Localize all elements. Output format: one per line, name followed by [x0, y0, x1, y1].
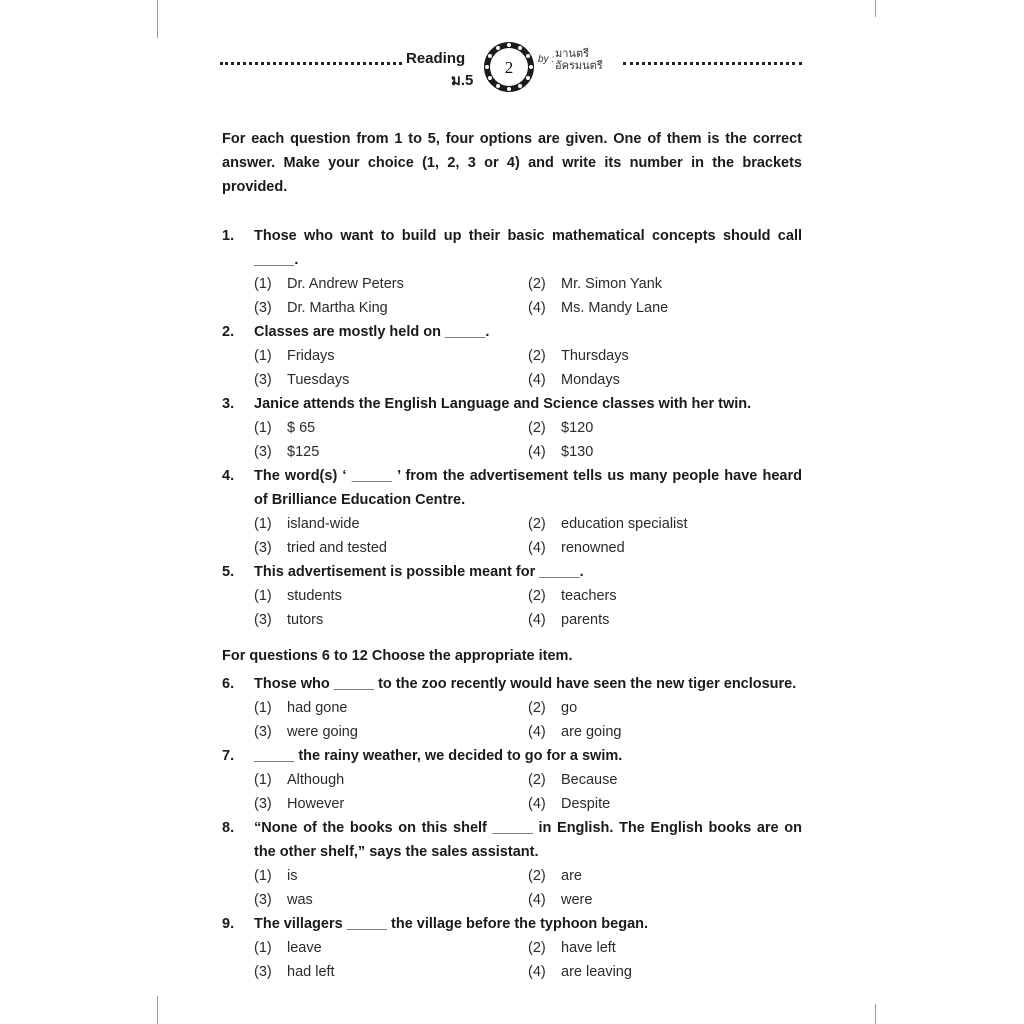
answer-option	[254, 344, 528, 368]
question-line	[222, 744, 802, 768]
option-number: (3)	[254, 444, 272, 460]
option-number: (2)	[528, 700, 546, 716]
option-text: teachers	[561, 588, 617, 604]
question-item	[222, 816, 802, 912]
option-text: parents	[561, 612, 610, 628]
answer-option	[254, 792, 528, 816]
crop-mark-bottom-left	[157, 996, 158, 1024]
option-text: Tuesdays	[287, 372, 350, 388]
option-text: renowned	[561, 540, 625, 556]
answer-option	[528, 536, 802, 560]
worksheet-body	[222, 127, 802, 984]
option-number: (3)	[254, 892, 272, 908]
question-line	[222, 560, 802, 584]
option-number: (4)	[528, 796, 546, 812]
option-number: (1)	[254, 348, 272, 364]
question-item	[222, 464, 802, 560]
answer-option	[528, 584, 802, 608]
option-number: (1)	[254, 420, 272, 436]
option-text: However	[287, 796, 345, 812]
question-number: 6.	[222, 676, 235, 692]
answer-options	[222, 936, 802, 984]
option-text: $120	[561, 420, 594, 436]
author-line-1: มานตรี	[555, 47, 589, 60]
option-number: (1)	[254, 700, 272, 716]
option-text: Thursdays	[561, 348, 629, 364]
question-item	[222, 320, 802, 392]
answer-option	[528, 960, 802, 984]
unit-number: 2	[504, 58, 514, 77]
option-text: were	[561, 892, 593, 908]
answer-option	[254, 768, 528, 792]
question-item	[222, 744, 802, 816]
answer-option	[254, 368, 528, 392]
question-item	[222, 912, 802, 984]
option-text: Dr. Andrew Peters	[287, 276, 404, 292]
question-list-1	[222, 224, 802, 632]
option-text: students	[287, 588, 342, 604]
question-line	[222, 816, 802, 864]
question-number: 5.	[222, 564, 235, 580]
option-text: are going	[561, 724, 622, 740]
option-text: Despite	[561, 796, 611, 812]
option-number: (3)	[254, 540, 272, 556]
answer-option	[528, 792, 802, 816]
answer-options	[222, 512, 802, 560]
answer-option	[254, 960, 528, 984]
question-item	[222, 392, 802, 464]
answer-options	[222, 864, 802, 912]
question-line	[222, 224, 802, 272]
option-number: (2)	[528, 772, 546, 788]
answer-option	[254, 512, 528, 536]
option-text: was	[287, 892, 313, 908]
option-number: (4)	[528, 540, 546, 556]
question-text: This advertisement is possible meant for _____.	[254, 564, 584, 580]
option-number: (3)	[254, 372, 272, 388]
answer-option	[528, 272, 802, 296]
option-text: had gone	[287, 700, 348, 716]
crop-mark-top-right	[875, 0, 876, 17]
option-number: (2)	[528, 940, 546, 956]
page-header	[220, 40, 802, 100]
option-number: (4)	[528, 444, 546, 460]
question-line	[222, 320, 802, 344]
option-text: education specialist	[561, 516, 688, 532]
answer-options	[222, 584, 802, 632]
option-text: were going	[287, 724, 358, 740]
option-text: $130	[561, 444, 594, 460]
section-heading: For questions 6 to 12 Choose the appropriate item.	[222, 648, 573, 664]
answer-option	[254, 296, 528, 320]
question-item	[222, 224, 802, 320]
question-text: _____ the rainy weather, we decided to go for a swim.	[254, 748, 623, 764]
option-number: (1)	[254, 588, 272, 604]
answer-options	[222, 416, 802, 464]
option-number: (3)	[254, 796, 272, 812]
option-text: is	[287, 868, 298, 884]
instructions: For each question from 1 to 5, four options are given. One of them is the correct answer. Make your choice (1, 2, 3 or 4) and write its number in the brackets provided.	[222, 131, 802, 195]
author-line-2: อัครมนตรี	[555, 59, 603, 72]
answer-options	[222, 768, 802, 816]
option-text: go	[561, 700, 578, 716]
question-text: The villagers _____ the village before the typhoon began.	[254, 916, 649, 932]
option-number: (1)	[254, 940, 272, 956]
question-number: 7.	[222, 748, 235, 764]
option-number: (1)	[254, 868, 272, 884]
option-text: have left	[561, 940, 616, 956]
option-number: (2)	[528, 868, 546, 884]
answer-options	[222, 696, 802, 744]
question-number: 2.	[222, 324, 235, 340]
option-text: Mondays	[561, 372, 620, 388]
option-text: island-wide	[287, 516, 360, 532]
answer-option	[254, 696, 528, 720]
option-text: tutors	[287, 612, 324, 628]
option-number: (2)	[528, 276, 546, 292]
option-number: (1)	[254, 276, 272, 292]
option-number: (3)	[254, 724, 272, 740]
answer-options	[222, 272, 802, 320]
question-line	[222, 672, 802, 696]
answer-option	[254, 888, 528, 912]
option-number: (4)	[528, 372, 546, 388]
answer-option	[528, 888, 802, 912]
answer-option	[528, 512, 802, 536]
answer-option	[254, 536, 528, 560]
option-text: Dr. Martha King	[287, 300, 388, 316]
question-text: Those who want to build up their basic mathematical concepts should call _____.	[254, 228, 802, 268]
option-text: leave	[287, 940, 322, 956]
answer-option	[528, 440, 802, 464]
answer-option	[254, 416, 528, 440]
question-text: Janice attends the English Language and Science classes with her twin.	[254, 396, 752, 412]
option-text: tried and tested	[287, 540, 387, 556]
option-text: Ms. Mandy Lane	[561, 300, 669, 316]
question-number: 4.	[222, 468, 235, 484]
header-author	[555, 48, 603, 72]
answer-option	[528, 720, 802, 744]
option-number: (2)	[528, 516, 546, 532]
option-number: (4)	[528, 724, 546, 740]
question-text: “None of the books on this shelf _____ in English. The English books are on the other shelf,” says the sales assistant.	[254, 820, 802, 860]
crop-mark-bottom-right	[875, 1004, 876, 1024]
question-text: Those who _____ to the zoo recently would have seen the new tiger enclosure.	[254, 676, 797, 692]
question-text: The word(s) ‘ _____ ’ from the advertisement tells us many people have heard of Brilliance Education Centre.	[254, 468, 802, 508]
option-number: (2)	[528, 420, 546, 436]
answer-option	[528, 768, 802, 792]
option-number: (4)	[528, 612, 546, 628]
option-number: (3)	[254, 300, 272, 316]
answer-option	[528, 864, 802, 888]
answer-option	[254, 608, 528, 632]
question-line	[222, 392, 802, 416]
header-subject: Reading	[406, 50, 466, 67]
question-number: 8.	[222, 820, 235, 836]
option-number: (2)	[528, 348, 546, 364]
question-number: 1.	[222, 228, 235, 244]
answer-option	[254, 720, 528, 744]
option-number: (4)	[528, 300, 546, 316]
option-number: (1)	[254, 516, 272, 532]
answer-option	[254, 272, 528, 296]
question-text: Classes are mostly held on _____.	[254, 324, 490, 340]
answer-option	[528, 936, 802, 960]
question-line	[222, 912, 802, 936]
question-list-2	[222, 672, 802, 984]
question-number: 3.	[222, 396, 235, 412]
answer-option	[528, 608, 802, 632]
question-item	[222, 560, 802, 632]
question-line	[222, 464, 802, 512]
answer-option	[254, 440, 528, 464]
unit-badge-icon	[482, 40, 536, 94]
header-byline: by :	[538, 54, 555, 65]
answer-option	[254, 936, 528, 960]
option-text: Because	[561, 772, 618, 788]
option-text: are leaving	[561, 964, 632, 980]
option-text: had left	[287, 964, 335, 980]
header-level: ม.5	[451, 72, 474, 89]
answer-options	[222, 344, 802, 392]
option-number: (3)	[254, 612, 272, 628]
option-number: (4)	[528, 964, 546, 980]
answer-option	[528, 416, 802, 440]
answer-option	[254, 864, 528, 888]
option-text: $ 65	[287, 420, 316, 436]
answer-option	[254, 584, 528, 608]
answer-option	[528, 296, 802, 320]
header-dotted-rule-left	[220, 62, 402, 65]
option-text: Although	[287, 772, 345, 788]
option-number: (4)	[528, 892, 546, 908]
option-text: are	[561, 868, 582, 884]
option-text: Fridays	[287, 348, 335, 364]
crop-mark-top-left	[157, 0, 158, 38]
option-number: (1)	[254, 772, 272, 788]
question-item	[222, 672, 802, 744]
option-number: (3)	[254, 964, 272, 980]
answer-option	[528, 344, 802, 368]
answer-option	[528, 368, 802, 392]
option-text: Mr. Simon Yank	[561, 276, 663, 292]
question-number: 9.	[222, 916, 235, 932]
option-text: $125	[287, 444, 320, 460]
option-number: (2)	[528, 588, 546, 604]
header-dotted-rule-right	[623, 62, 802, 65]
answer-option	[528, 696, 802, 720]
